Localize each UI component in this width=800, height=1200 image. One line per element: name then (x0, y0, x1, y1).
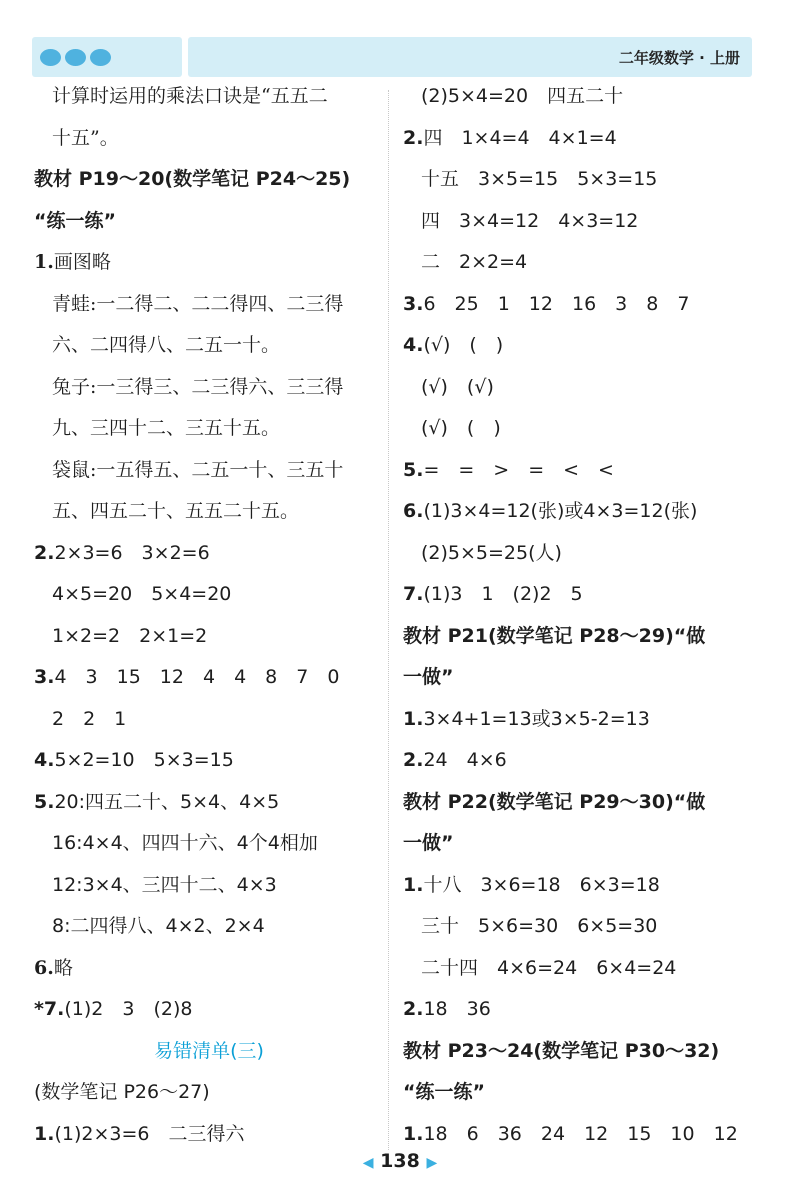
line-text: 兔子:一三得三、二三得六、三三得 (52, 375, 344, 398)
left-column-line (34, 76, 384, 118)
right-column-line (403, 616, 755, 658)
question-number: 2. (403, 998, 424, 1020)
question-number: 5. (403, 458, 424, 481)
left-triangle-icon: ◀ (362, 1155, 374, 1171)
left-column-line (34, 740, 384, 782)
right-column-line (403, 284, 755, 326)
page-number: 138 (380, 1150, 420, 1172)
line-text: 计算时运用的乘法口诀是“五五二 (52, 85, 328, 107)
line-text: 5×2=10 5×3=15 (54, 749, 234, 771)
line-text: 十八 3×6=18 6×3=18 (423, 873, 660, 896)
right-column-line (403, 782, 755, 824)
line-text: 画图略 (53, 251, 111, 273)
left-column-line (34, 325, 384, 367)
left-column-line (34, 1072, 384, 1114)
left-column-line (34, 865, 384, 907)
line-text: 十五 3×5=15 5×3=15 (421, 168, 658, 190)
question-number: 2. (403, 126, 424, 149)
line-text: 四 1×4=4 4×1=4 (423, 126, 617, 149)
right-column-line (403, 533, 755, 575)
left-column-line (34, 118, 384, 160)
right-column-line (403, 740, 755, 782)
left-column-line (34, 657, 384, 699)
line-text: (1)3×4=12(张)或4×3=12(张) (423, 500, 698, 522)
line-text: (√) (√) (421, 375, 494, 398)
right-column-line (403, 989, 755, 1031)
page-footer (0, 1150, 800, 1172)
right-column-line (403, 1072, 755, 1114)
question-number: 1. (403, 707, 424, 730)
line-text: (√) ( ) (421, 417, 501, 439)
line-text: 六、二四得八、二五一十。 (52, 334, 281, 356)
left-column-line (34, 159, 384, 201)
right-column-line (403, 823, 755, 865)
right-column-line (403, 657, 755, 699)
line-text: (1)2×3=6 二三得六 (54, 1122, 245, 1145)
left-column-line (34, 242, 384, 284)
right-column-line (403, 865, 755, 907)
left-column-line (34, 989, 384, 1031)
left-column-line (34, 906, 384, 948)
left-column-line (34, 284, 384, 326)
question-number: 1. (403, 1122, 424, 1145)
question-number: 4. (34, 749, 55, 771)
right-triangle-icon: ▶ (426, 1155, 438, 1171)
answer-column-right (403, 76, 755, 1155)
line-text: 1×2=2 2×1=2 (52, 624, 208, 647)
line-text: 教材 P22(数学笔记 P29～30)“做 (403, 790, 706, 813)
line-text: (数学笔记 P26～27) (34, 1081, 210, 1103)
right-column-line (403, 325, 755, 367)
question-number: 1. (403, 873, 424, 896)
question-number: 3. (403, 292, 424, 315)
line-text: 十五”。 (52, 126, 119, 149)
right-column-line (403, 574, 755, 616)
line-text: = = > = < < (423, 458, 614, 481)
line-text: 三十 5×6=30 6×5=30 (421, 915, 658, 937)
left-column-line (34, 1031, 384, 1073)
line-text: (√) ( ) (423, 334, 504, 356)
line-text: 24 4×6 (423, 749, 507, 771)
line-text: (1)3 1 (2)2 5 (423, 583, 583, 605)
line-text: 16:4×4、四四十六、4个4相加 (52, 832, 318, 854)
left-column-line (34, 574, 384, 616)
line-text: 18 6 36 24 12 15 10 12 (423, 1122, 738, 1145)
question-number: 6. (34, 956, 54, 979)
line-text: 4 3 15 12 4 4 8 7 0 (54, 666, 340, 688)
line-text: 一做” (403, 666, 454, 688)
left-column-line (34, 408, 384, 450)
line-text: “练一练” (403, 1081, 485, 1103)
question-number: 1. (34, 251, 54, 273)
question-number: *7. (34, 998, 65, 1020)
header-title-panel (188, 37, 752, 77)
question-number: 2. (403, 749, 424, 771)
right-column-line (403, 159, 755, 201)
line-text: 18 36 (423, 998, 491, 1020)
line-text: “练一练” (34, 209, 116, 232)
right-column-line (403, 367, 755, 409)
right-column-line (403, 906, 755, 948)
line-text: 12:3×4、三四十二、4×3 (52, 873, 277, 896)
answer-column-left (34, 76, 384, 1155)
line-text: 2 2 1 (52, 707, 127, 730)
line-text: 2×3=6 3×2=6 (54, 541, 210, 564)
left-column-line (34, 782, 384, 824)
right-column-line (403, 76, 755, 118)
question-number: 5. (34, 790, 55, 813)
question-number: 4. (403, 334, 424, 356)
line-text: 3×4+1=13或3×5-2=13 (423, 707, 650, 730)
right-column-line (403, 201, 755, 243)
question-number: 1. (34, 1122, 55, 1145)
left-column-line (34, 367, 384, 409)
decorative-dot-icon (65, 49, 86, 66)
line-text: 青蛙:一二得二、二二得四、二三得 (52, 292, 344, 315)
right-column-line (403, 408, 755, 450)
line-text: 二 2×2=4 (421, 251, 528, 273)
column-divider (388, 90, 389, 1150)
line-text: (2)5×4=20 四五二十 (421, 85, 624, 107)
right-column-line (403, 699, 755, 741)
decorative-dot-icon (40, 49, 61, 66)
line-text: 四 3×4=12 4×3=12 (421, 209, 639, 232)
question-number: 7. (403, 583, 424, 605)
line-text: 易错清单(三) (154, 1039, 264, 1062)
right-column-line (403, 118, 755, 160)
line-text: 20:四五二十、5×4、4×5 (54, 790, 280, 813)
left-column-line (34, 616, 384, 658)
line-text: 五、四五二十、五五二十五。 (52, 500, 300, 522)
right-column-line (403, 242, 755, 284)
line-text: 略 (53, 956, 73, 979)
decorative-dot-icon (90, 49, 111, 66)
line-text: 6 25 1 12 16 3 8 7 (423, 292, 690, 315)
line-text: 8:二四得八、4×2、2×4 (52, 915, 265, 937)
line-text: 教材 P19～20(数学笔记 P24～25) (34, 168, 351, 190)
question-number: 2. (34, 541, 55, 564)
line-text: 教材 P21(数学笔记 P28～29)“做 (403, 624, 706, 647)
right-column-line (403, 491, 755, 533)
header-dots-panel (32, 37, 182, 77)
left-column-line (34, 699, 384, 741)
page-header (32, 37, 752, 77)
question-number: 6. (403, 500, 424, 522)
left-column-line (34, 948, 384, 990)
left-column-line (34, 201, 384, 243)
line-text: 二十四 4×6=24 6×4=24 (421, 956, 677, 979)
question-number: 3. (34, 666, 55, 688)
line-text: 九、三四十二、三五十五。 (52, 417, 281, 439)
right-column-line (403, 1031, 755, 1073)
line-text: 一做” (403, 832, 454, 854)
line-text: 袋鼠:一五得五、二五一十、三五十 (52, 458, 344, 481)
left-column-line (34, 450, 384, 492)
left-column-line (34, 491, 384, 533)
line-text: (2)5×5=25(人) (421, 541, 562, 564)
grade-label: 二年级数学 · 上册 (618, 48, 740, 67)
line-text: (1)2 3 (2)8 (64, 998, 193, 1020)
line-text: 4×5=20 5×4=20 (52, 583, 232, 605)
right-column-line (403, 450, 755, 492)
line-text: 教材 P23～24(数学笔记 P30～32) (403, 1039, 720, 1062)
left-column-line (34, 1114, 384, 1156)
left-column-line (34, 533, 384, 575)
left-column-line (34, 823, 384, 865)
right-column-line (403, 948, 755, 990)
right-column-line (403, 1114, 755, 1156)
